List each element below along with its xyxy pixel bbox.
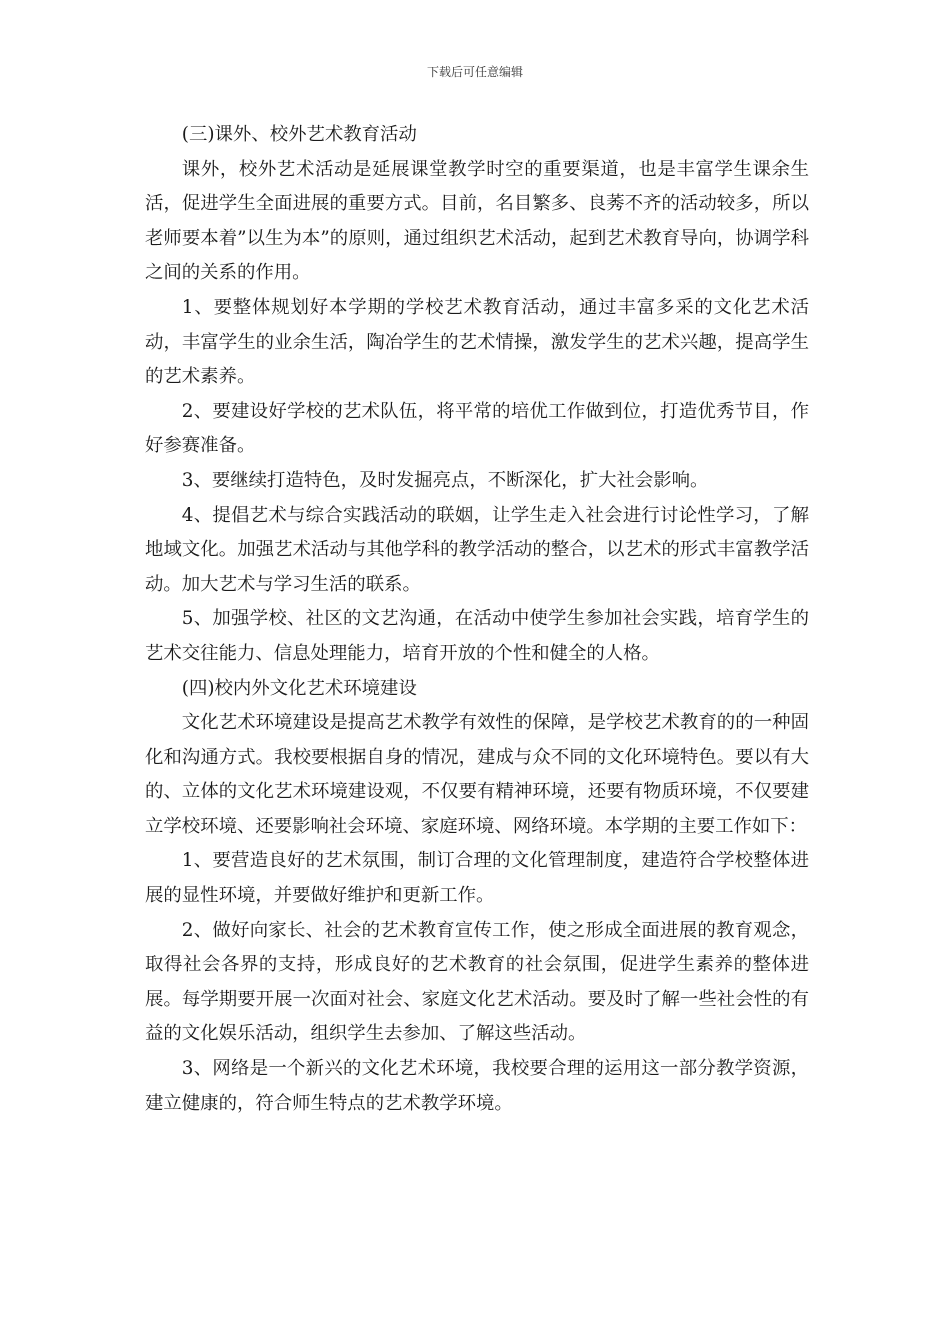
document-body <box>145 118 809 1121</box>
list-item: 2、要建设好学校的艺术队伍，将平常的培优工作做到位，打造优秀节目，作好参赛准备。 <box>145 400 809 457</box>
list-item: 5、加强学校、社区的文艺沟通，在活动中使学生参加社会实践，培育学生的艺术交往能力、信息处理能力，培育开放的个性和健全的人格。 <box>145 608 809 664</box>
section-heading: (三)课外、校外艺术教育活动 <box>181 124 417 145</box>
list-item: 4、提倡艺术与综合实践活动的联姻，让学生走入社会进行讨论性学习，了解地域文化。加强艺术活动与其他学科的教学活动的整合，以艺术的形式丰富教学活动。加大艺术与学习生活的联系。 <box>145 504 809 595</box>
paragraph: 文化艺术环境建设是提高艺术教学有效性的保障，是学校艺术教育的的一种固化和沟通方式。我校要根据自身的情况，建成与众不同的文化环境特色。要以有大的、立体的文化艺术环境建设观，不仅要有精神环境，还要有物质环境，不仅要建立学校环境、还要影响社会环境、家庭环境、网络环境。本学期的主要工作如下： <box>145 712 809 837</box>
list-item: 2、做好向家长、社会的艺术教育宣传工作，使之形成全面进展的教育观念，取得社会各界的支持，形成良好的艺术教育的社会氛围，促进学生素养的整体进展。每学期要开展一次面对社会、家庭文化艺术活动。要及时了解一些社会性的有益的文化娱乐活动，组织学生去参加、了解这些活动。 <box>145 919 809 1045</box>
list-item: 1、要营造良好的艺术氛围，制订合理的文化管理制度，建造符合学校整体进展的显性环境，并要做好维护和更新工作。 <box>145 850 809 907</box>
page-header: 下载后可任意编辑 <box>426 65 523 79</box>
section-heading: (四)校内外文化艺术环境建设 <box>181 677 417 699</box>
list-item: 3、网络是一个新兴的文化艺术环境，我校要合理的运用这一部分教学资源，建立健康的，符合师生特点的艺术教学环境。 <box>145 1058 809 1114</box>
list-item: 1、要整体规划好本学期的学校艺术教育活动，通过丰富多采的文化艺术活动，丰富学生的业余生活，陶冶学生的艺术情操，激发学生的艺术兴趣，提高学生的艺术素养。 <box>145 296 809 388</box>
paragraph: 课外，校外艺术活动是延展课堂教学时空的重要渠道，也是丰富学生课余生活，促进学生全面进展的重要方式。目前，名目繁多、良莠不齐的活动较多，所以老师要本着”以生为本”的原则，通过组织艺术活动，起到艺术教育导向，协调学科之间的关系的作用。 <box>145 158 809 284</box>
list-item: 3、要继续打造特色，及时发掘亮点，不断深化，扩大社会影响。 <box>181 469 709 491</box>
